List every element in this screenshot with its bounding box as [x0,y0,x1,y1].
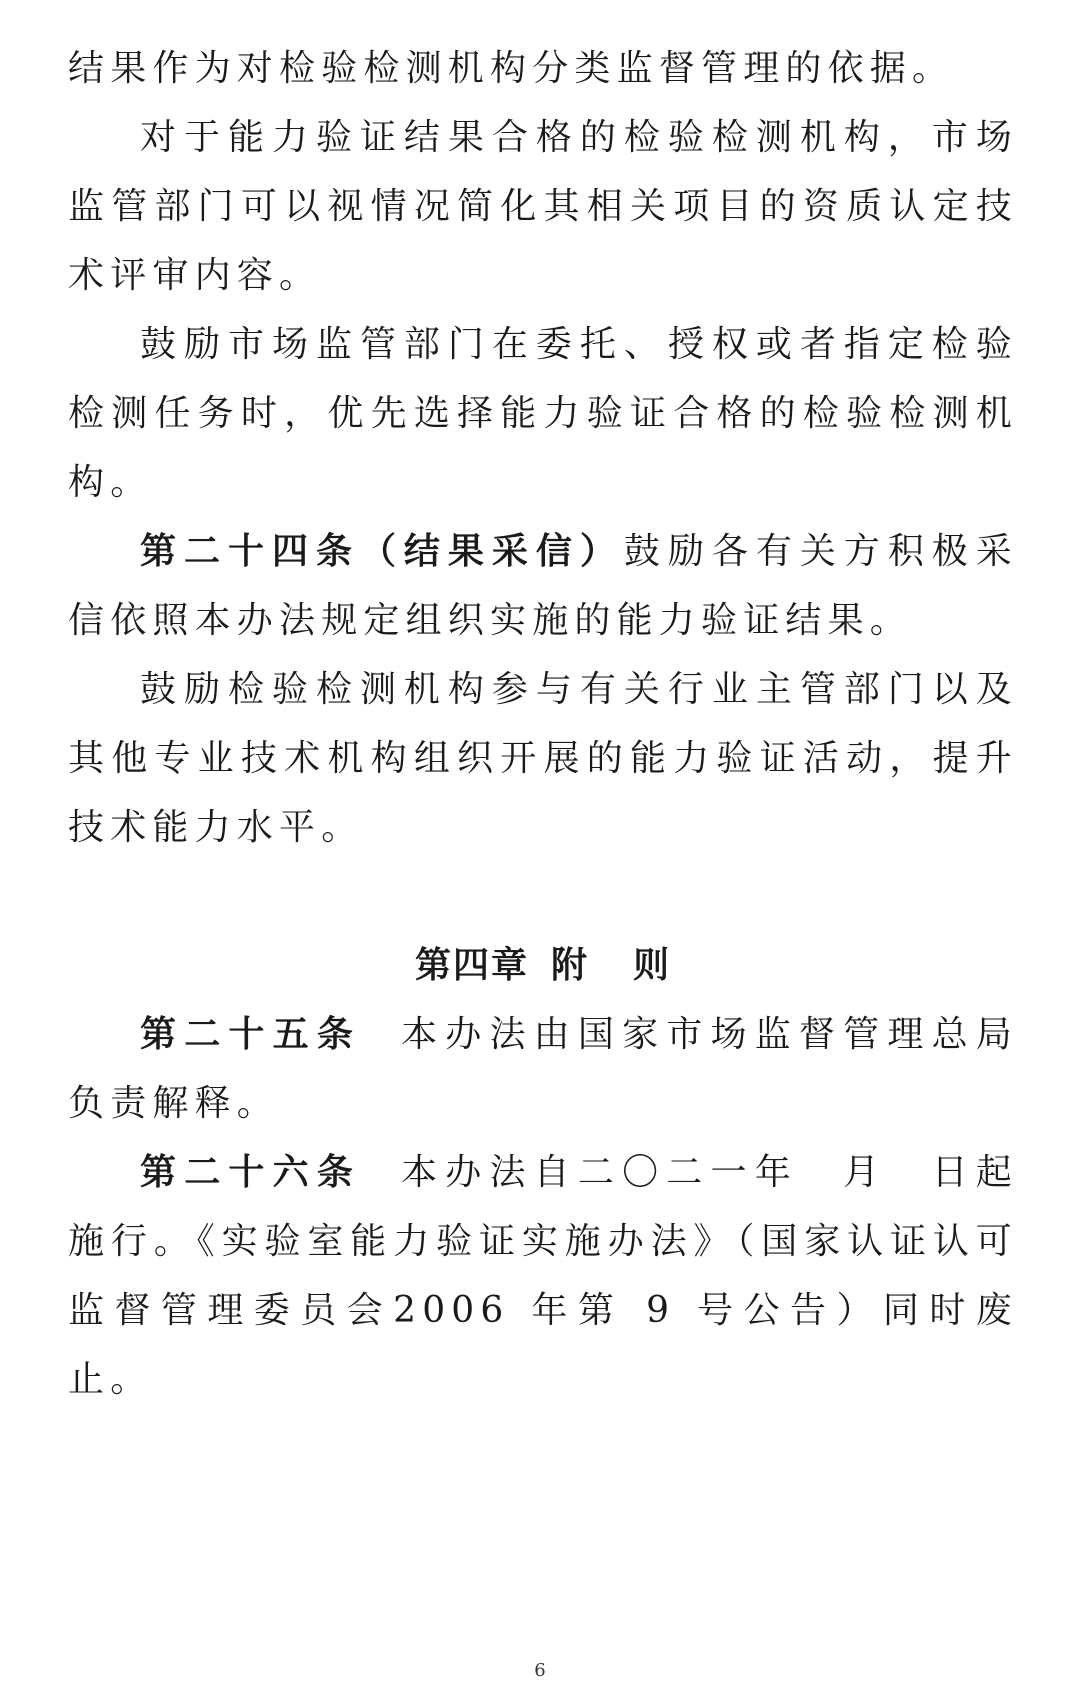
chapter-heading [68,931,1018,1000]
article-text: 本办法自二〇二一年 月 日起施行。《实验室能力验证实施办法》（国家认证认可监督管理委员会2006 年第 9 号公告）同时废止。 [68,1152,1018,1400]
paragraph-text: 鼓励检验检测机构参与有关行业主管部门以及其他专业技术机构组织开展的能力验证活动，提升技术能力水平。 [68,669,1018,848]
page-number: 6 [534,1660,546,1681]
article-label: 第二十六条 [140,1151,362,1193]
paragraph-encourage-participation [68,655,1018,862]
document-body [68,34,1018,1414]
paragraph-text: 结果作为对检验检测机构分类监督管理的依据。 [68,48,955,89]
paragraph-simplify-review [68,103,1018,310]
article-text: 本办法由国家市场监督管理总局负责解释。 [68,1014,1018,1124]
article-text: 鼓励各有关方积极采信依照本办法规定组织实施的能力验证结果。 [68,531,1018,641]
article-label: 第二十五条 [140,1013,362,1055]
paragraph-text: 对于能力验证结果合格的检验检测机构，市场监管部门可以视情况简化其相关项目的资质认定技术评审内容。 [68,117,1018,296]
article-26 [68,1138,1018,1414]
paragraph-text: 鼓励市场监管部门在委托、授权或者指定检验检测任务时，优先选择能力验证合格的检验检测机构。 [68,324,1018,503]
article-24 [68,517,1018,655]
chapter-title-end: 则 [633,945,672,986]
article-label: 第二十四条（结果采信） [140,530,624,572]
paragraph-priority-selection [68,310,1018,517]
article-25 [68,1000,1018,1138]
chapter-number: 第四章 [414,945,529,986]
paragraph-continuation [68,34,1018,103]
chapter-title: 附 [550,945,589,986]
